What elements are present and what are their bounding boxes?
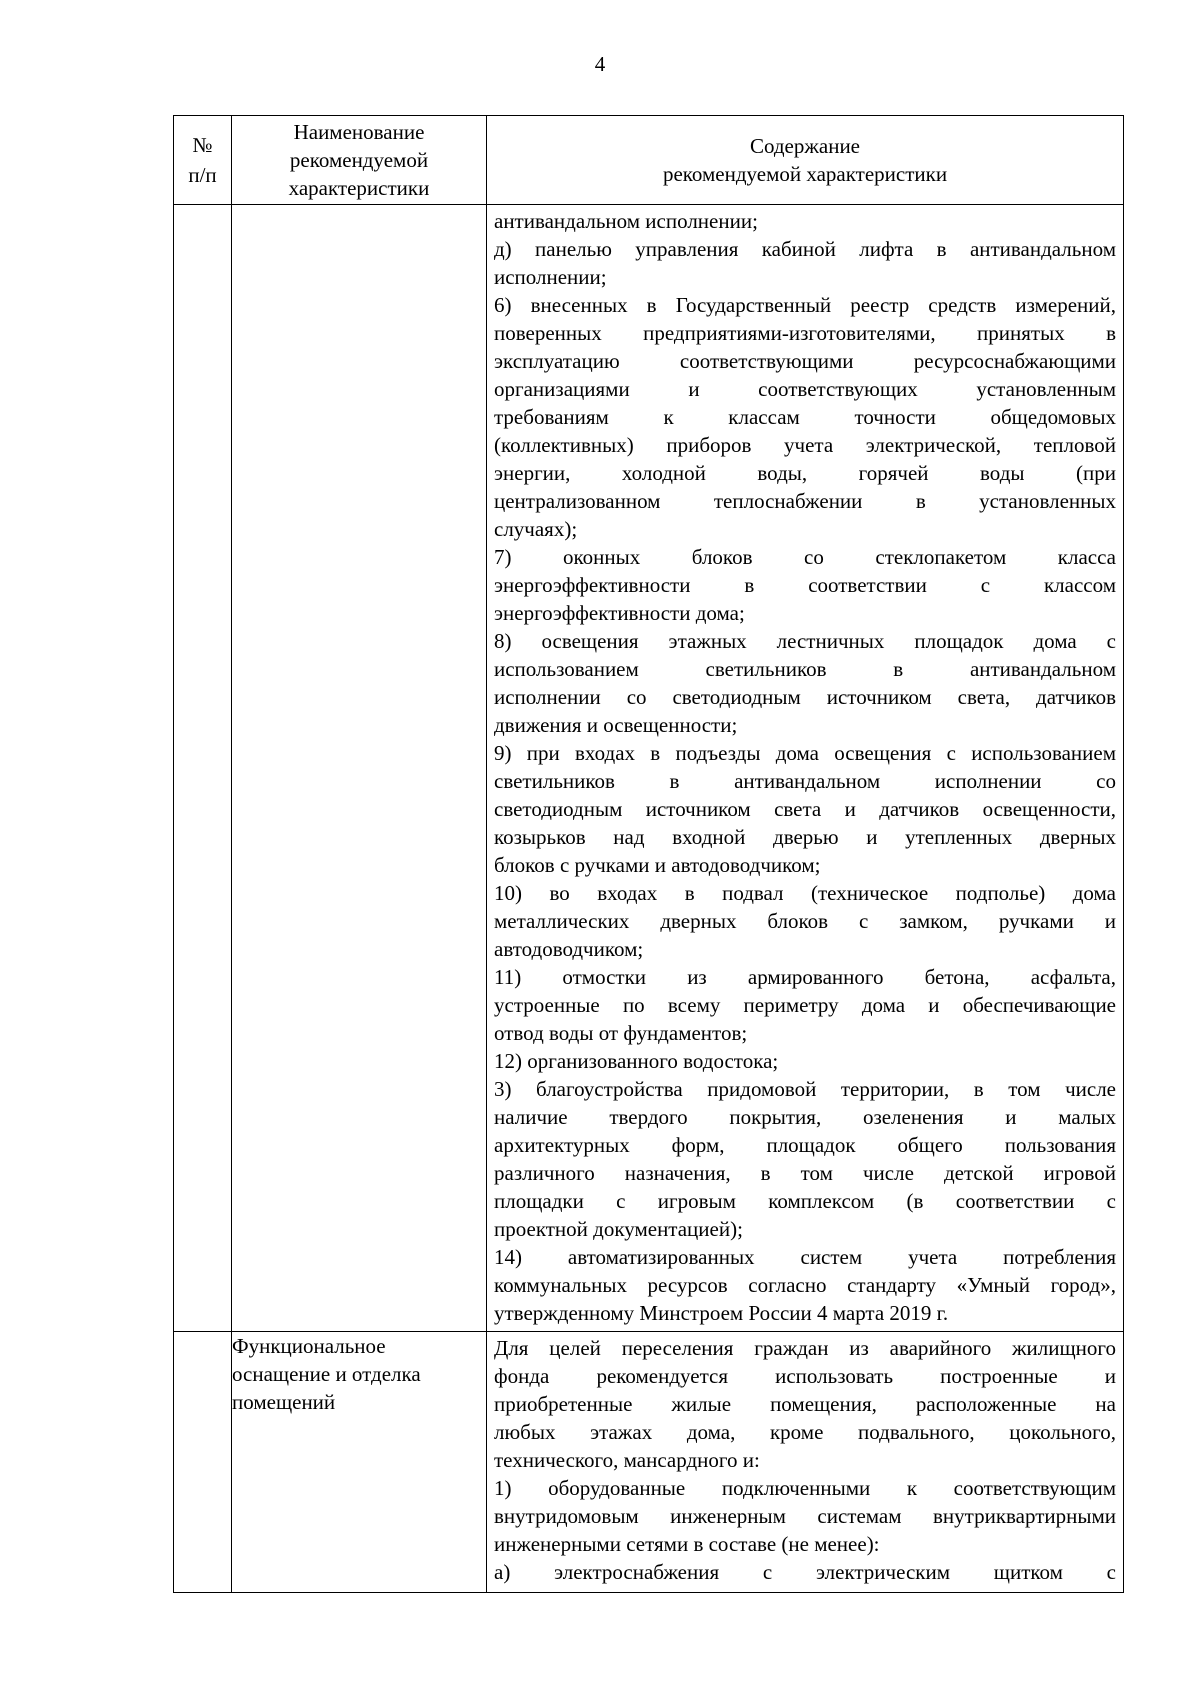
content-line: энергоэффективности в соответствии с классом: [494, 573, 1116, 597]
content-line: централизованном теплоснабжении в установленных: [494, 489, 1116, 513]
header-content-line: рекомендуемой характеристики: [662, 162, 948, 186]
content-line: исполнении со светодиодным источником света, датчиков: [494, 685, 1116, 709]
row-name-line: Функциональное: [232, 1334, 386, 1358]
content-line: внутридомовым инженерным системам внутриквартирными: [494, 1504, 1116, 1528]
content-line: наличие твердого покрытия, озеленения и малых: [494, 1105, 1116, 1129]
row-name-line: оснащение и отделка: [232, 1362, 421, 1386]
table-row: [174, 205, 1124, 1332]
content-line: 12) организованного водостока;: [494, 1049, 779, 1073]
content-line: (коллективных) приборов учета электрической, тепловой: [494, 433, 1116, 457]
content-line: 8) освещения этажных лестничных площадок дома с: [494, 629, 1116, 653]
content-line: приобретенные жилые помещения, расположенные на: [494, 1392, 1116, 1416]
content-line: а) электроснабжения с электрическим щитком с: [494, 1560, 1116, 1584]
content-line: козырьков над входной дверью и утепленных дверных: [494, 825, 1116, 849]
row-number-cell: [174, 205, 232, 1332]
header-name: [232, 116, 487, 205]
content-line: исполнении;: [494, 265, 607, 289]
header-number-line: №: [192, 133, 213, 157]
characteristics-table: [173, 115, 1124, 1593]
page-number: 4: [594, 52, 606, 76]
content-line: архитектурных форм, площадок общего пользования: [494, 1133, 1116, 1157]
content-line: эксплуатацию соответствующими ресурсоснабжающими: [494, 349, 1116, 373]
header-content: [487, 116, 1124, 205]
row-content-cell: [487, 205, 1124, 1332]
row-number-cell: [174, 1332, 232, 1593]
header-number: [174, 116, 232, 205]
content-line: утвержденному Минстроем России 4 марта 2019 г.: [494, 1301, 949, 1325]
content-line: энергоэффективности дома;: [494, 601, 745, 625]
content-line: 11) отмостки из армированного бетона, асфальта,: [494, 965, 1116, 989]
header-name-line: рекомендуемой: [289, 148, 429, 172]
content-line: 3) благоустройства придомовой территории, в том числе: [494, 1077, 1116, 1101]
content-line: 14) автоматизированных систем учета потребления: [494, 1245, 1116, 1269]
row-name-cell: [232, 1332, 487, 1593]
content-line: движения и освещенности;: [494, 713, 738, 737]
header-number-line: п/п: [188, 163, 217, 187]
header-name-line: Наименование: [293, 120, 425, 144]
content-line: поверенных предприятиями-изготовителями, принятых в: [494, 321, 1116, 345]
content-line: светодиодным источником света и датчиков освещенности,: [494, 797, 1116, 821]
content-line: фонда рекомендуется использовать построенные и: [494, 1364, 1116, 1388]
content-line: 9) при входах в подъезды дома освещения с использованием: [494, 741, 1116, 765]
content-line: случаях);: [494, 517, 578, 541]
content-line: различного назначения, в том числе детской игровой: [494, 1161, 1116, 1185]
header-name-line: характеристики: [288, 176, 430, 200]
content-line: отвод воды от фундаментов;: [494, 1021, 748, 1045]
content-line: проектной документацией);: [494, 1217, 743, 1241]
content-line: 1) оборудованные подключенными к соответствующим: [494, 1476, 1116, 1500]
content-line: любых этажах дома, кроме подвального, цокольного,: [494, 1420, 1116, 1444]
content-line: металлических дверных блоков с замком, ручками и: [494, 909, 1116, 933]
content-line: Для целей переселения граждан из аварийного жилищного: [494, 1336, 1116, 1360]
content-line: коммунальных ресурсов согласно стандарту «Умный город»,: [494, 1273, 1116, 1297]
row-name-line: помещений: [232, 1390, 336, 1414]
content-line: требованиям к классам точности общедомовых: [494, 405, 1116, 429]
table-header-row: [174, 116, 1124, 205]
content-line: устроенные по всему периметру дома и обеспечивающие: [494, 993, 1116, 1017]
content-line: антивандальном исполнении;: [494, 209, 758, 233]
row-content-cell: [487, 1332, 1124, 1593]
content-line: инженерными сетями в составе (не менее):: [494, 1532, 880, 1556]
content-line: светильников в антивандальном исполнении со: [494, 769, 1116, 793]
content-line: 7) оконных блоков со стеклопакетом класса: [494, 545, 1116, 569]
table-row: [174, 1332, 1124, 1593]
content-line: использованием светильников в антивандальном: [494, 657, 1116, 681]
content-line: энергии, холодной воды, горячей воды (при: [494, 461, 1116, 485]
header-content-line: Содержание: [749, 134, 861, 158]
row-name-cell: [232, 205, 487, 1332]
content-line: 10) во входах в подвал (техническое подполье) дома: [494, 881, 1116, 905]
content-line: технического, мансардного и:: [494, 1448, 760, 1472]
content-line: д) панелью управления кабиной лифта в антивандальном: [494, 237, 1116, 261]
content-line: площадки с игровым комплексом (в соответствии с: [494, 1189, 1116, 1213]
content-line: блоков с ручками и автодоводчиком;: [494, 853, 821, 877]
content-line: автодоводчиком;: [494, 937, 644, 961]
content-line: организациями и соответствующих установленным: [494, 377, 1116, 401]
content-line: 6) внесенных в Государственный реестр средств измерений,: [494, 293, 1116, 317]
